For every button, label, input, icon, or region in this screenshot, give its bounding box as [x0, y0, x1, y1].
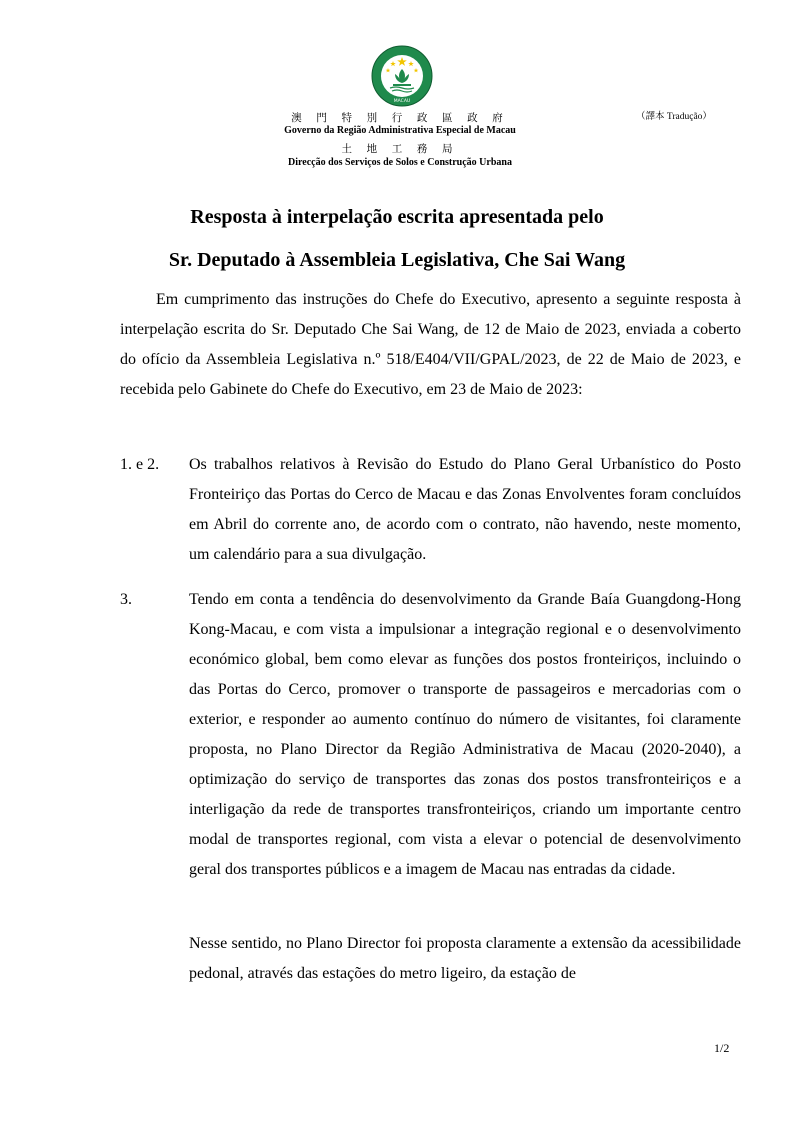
department-name-portuguese: Direcção dos Serviços de Solos e Construção Urbana	[288, 157, 512, 168]
continuation-paragraph	[120, 929, 741, 989]
government-name-chinese: 澳 門 特 別 行 政 區 政 府	[291, 113, 509, 124]
intro-paragraph: Em cumprimento das instruções do Chefe do Executivo, apresento a seguinte resposta à interpelação escrita do Sr. Deputado Che Sai Wang, de 12 de Maio de 2023, enviada a coberto do ofício da Assembleia Legislativa n.º 518/E404/VII/GPAL/2023, de 22 de Maio de 2023, e recebida pelo Gabinete do Chefe do Executivo, em 23 de Maio de 2023:	[120, 291, 741, 398]
government-name-portuguese: Governo da Região Administrativa Especial de Macau	[284, 125, 516, 136]
macao-sar-emblem-icon	[371, 45, 433, 107]
page-number: 1/2	[714, 1041, 730, 1055]
translation-note: （譯本 Tradução）	[636, 112, 712, 122]
list-item-text: Tendo em conta a tendência do desenvolvimento da Grande Baía Guangdong-Hong Kong-Macau, e com vista a impulsionar a integração regional e o desenvolvimento económico global, bem como elevar as funções dos postos fronteiriços, incluindo o das Portas do Cerco, promover o transporte de passageiros e mercadorias com o exterior, e responder ao aumento contínuo do número de visitantes, foi claramente proposta, no Plano Director da Região Administrativa de Macau (2020-2040), a optimização do serviço de transportes das zonas dos postos transfronteiriços e a interligação da rede de transportes transfronteiriços, criando um importante centro modal de transportes regional, com vista a elevar o potencial de desenvolvimento geral dos transportes públicos e a imagem de Macau nas entradas da cidade.	[189, 591, 741, 878]
continuation-text: Nesse sentido, no Plano Director foi proposta claramente a extensão da acessibilidade pedonal, através das estações do metro ligeiro, da estação de	[189, 935, 741, 982]
department-name-chinese: 土 地 工 務 局	[341, 144, 459, 155]
list-item	[120, 585, 741, 885]
list-item-number: 3.	[120, 591, 132, 608]
list-item-number: 1. e 2.	[120, 456, 160, 473]
document-title-line-2: Sr. Deputado à Assembleia Legislativa, Che Sai Wang	[168, 249, 626, 271]
list-item	[120, 450, 741, 570]
svg-text:MACAU: MACAU	[393, 99, 411, 104]
list-item-text: Os trabalhos relativos à Revisão do Estudo do Plano Geral Urbanístico do Posto Fronteiriço das Portas do Cerco de Macau e das Zonas Envolventes foram concluídos em Abril do corrente ano, de acordo com o contrato, não havendo, neste momento, um calendário para a sua divulgação.	[189, 456, 741, 563]
document-title-line-1: Resposta à interpelação escrita apresentada pelo	[190, 206, 604, 228]
